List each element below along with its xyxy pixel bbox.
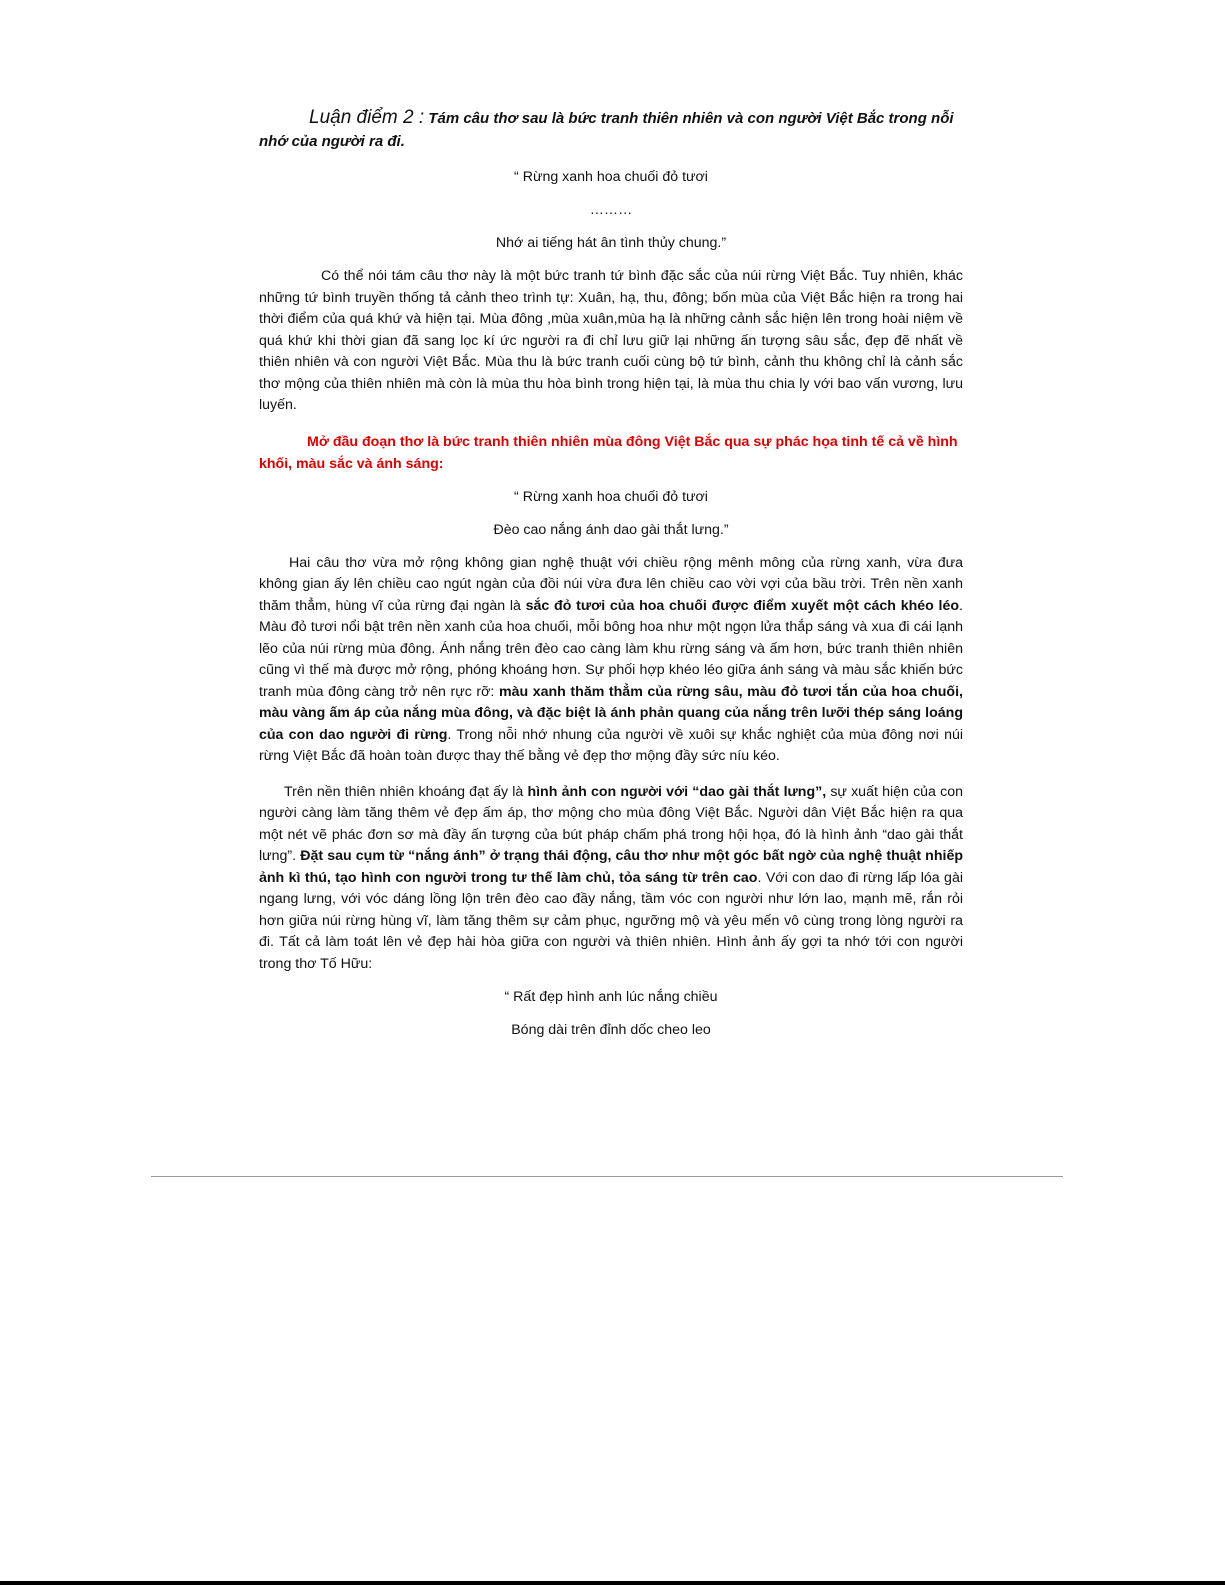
verse1-ellipsis: ……… [589,202,633,218]
section-heading [259,106,963,153]
para3-text-2: sự xuất hiện của con người càng làm tăng thêm vẻ đẹp ấm áp, thơ mộng cho mùa đông Việt Bắc. Người dân Việt Bắc hiện ra qua một nét vẽ phác đơn sơ mà đầy ấn tượng của bút pháp chấm phá trong hội họa, đó là hình ảnh “dao gài thắt lưng”. [259,783,963,864]
document-page [259,106,963,1041]
paragraph-intro: Có thể nói tám câu thơ này là một bức tranh tứ bình đặc sắc của núi rừng Việt Bắc. Tuy nhiên, khác những tứ bình truyền thống tả cảnh theo trình tự: Xuân, hạ, thu, đông; bốn mùa của Việt Bắc hiện ra trong hai thời điểm của quá khứ và hiện tại. Mùa đông ,mùa xuân,mùa hạ là những cảnh sắc hiện lên trong hoài niệm về quá khứ khi thời gian đã sang lọc kí ức người ra đi chỉ lưu giữ lại những ấn tượng sâu sắc, đẹp đẽ nhất về thiên nhiên và con người Việt Bắc. Mùa thu là bức tranh cuối cùng bộ tứ bình, cảnh thu không chỉ là cảnh sắc thơ mộng của thiên nhiên mà còn là mùa thu hòa bình trong hiện tại, là mùa thu chia ly với bao vấn vương, lưu luyến. [259,268,963,413]
para3-text-3: . Với con dao đi rừng lấp lóa gài ngang lưng, với vóc dáng lồng lộn trên đèo cao đầy nắng, tầm vóc con người như lớn lao, mạnh mẽ, rắn rỏi hơn giữa núi rừng hùng vĩ, làm tăng thêm sự cảm phục, ngưỡng mộ và yêu mến vô cùng trong lòng người ra đi. Tất cả làm toát lên vẻ đẹp hài hòa giữa con người và thiên nhiên. Hình ảnh ấy gợi ta nhớ tới con người trong thơ Tố Hữu: [259,869,963,972]
verse1-line3: Nhớ ai tiếng hát ân tình thủy chung.” [495,235,727,251]
para2-bold-2: màu xanh thăm thẳm của rừng sâu, màu đỏ tươi tắn của hoa chuối, màu vàng ấm áp của nắng mùa đông, và đặc biệt là ánh phản quang của nắng trên lưỡi thép sáng loáng của con dao người đi rừng [259,683,963,743]
verse3-line2: Bóng dài trên đỉnh dốc cheo leo [511,1022,711,1038]
heading-rest: Tám câu thơ sau là bức tranh thiên nhiên và con người Việt Bắc trong nỗi nhớ của người ra đi. [259,110,954,150]
heading-lead: Luận điểm 2 : [309,107,425,128]
para3-bold-1: hình ảnh con người với “dao gài thắt lưng”, [527,783,827,800]
bottom-edge-bar [0,1581,1225,1585]
para2-text-3: . Trong nỗi nhớ nhung của người về xuôi sự khắc nghiệt của mùa đông nơi núi rừng Việt Bắc đã hoàn toàn được thay thế bằng vẻ đẹp thơ mộng đầy sức níu kéo. [259,726,963,764]
paragraph-people [259,782,963,976]
verse3-line1: “ Rất đẹp hình anh lúc nắng chiều [504,989,718,1005]
para2-text-1: Hai câu thơ vừa mở rộng không gian nghệ thuật với chiều rộng mênh mông của rừng xanh, vừa đưa không gian ấy lên chiều cao ngút ngàn của đồi núi vừa đưa lên chiều cao vời vợi của bầu trời. Trên nền xanh thăm thẳm, hùng vĩ của rừng đại ngàn là [259,554,963,614]
para2-bold-1: sắc đỏ tươi của hoa chuối được điểm xuyết một cách khéo léo [525,597,960,614]
para3-bold-2: Đặt sau cụm từ “nắng ánh” ở trạng thái động, câu thơ như một góc bất ngờ của nghệ thuật nhiếp ảnh kì thú, tạo hình con người trong tư thế làm chủ, tỏa sáng từ trên cao [259,848,963,886]
page-divider [151,1176,1063,1177]
verse1-line1: “ Rừng xanh hoa chuối đỏ tươi [514,169,708,185]
para3-text-1: Trên nền thiên nhiên khoáng đạt ấy là [284,783,528,800]
para2-text-2: . Màu đỏ tươi nổi bật trên nền xanh của hoa chuối, mỗi bông hoa như một ngọn lửa thắp sáng và xua đi cái lạnh lẽo của núi rừng mùa đông. Ánh nắng trên đèo cao càng làm khu rừng sáng và ấm hơn, bức tranh thiên nhiên cũng vì thế mà được mở rộng, phóng khoáng hơn. Sự phối hợp khéo léo giữa ánh sáng và màu sắc khiến bức tranh mùa đông càng trở nên rực rỡ: [259,597,963,700]
verse2-line1: “ Rừng xanh hoa chuối đỏ tươi [514,488,708,505]
red-subheading: Mở đầu đoạn thơ là bức tranh thiên nhiên mùa đông Việt Bắc qua sự phác họa tinh tế cả về hình khối, màu sắc và ánh sáng: [259,433,958,472]
verse2-line2: Đèo cao nắng ánh dao gài thắt lưng.” [493,521,729,538]
paragraph-winter [259,553,963,768]
